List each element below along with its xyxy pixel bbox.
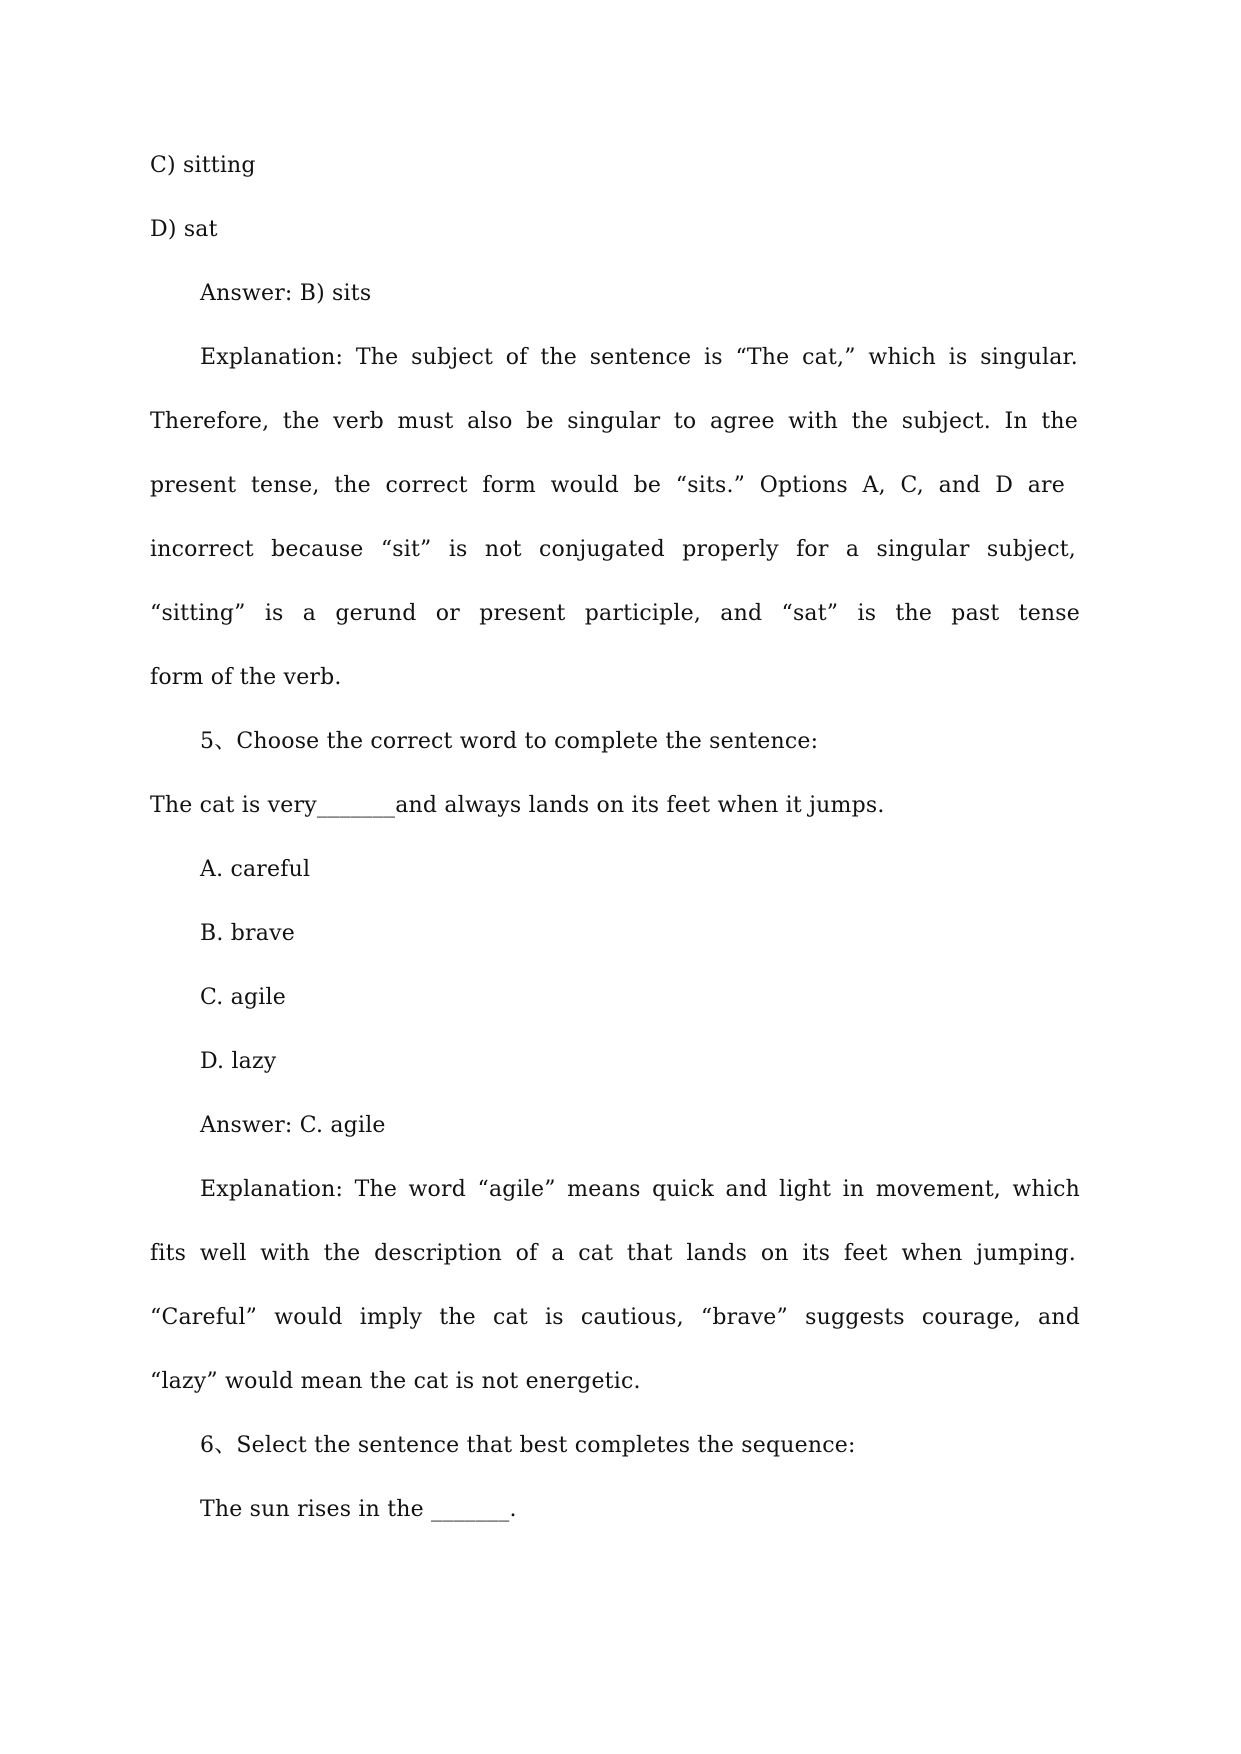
explanation-line: present tense, the correct form would be “sits.” Options A, C, and D are [150,473,1065,498]
explanation-line: “lazy” would mean the cat is not energetic. [150,1369,641,1394]
explanation-line: Explanation: The word “agile” means quick and light in movement, which [200,1177,1080,1202]
answer-previous: Answer: B) sits [200,281,372,306]
option-c-previous: C) sitting [150,153,256,178]
question-6-sentence: The sun rises in the _______. [200,1497,517,1522]
option-a: A. careful [200,857,311,882]
option-b: B. brave [200,921,295,946]
explanation-line: “sitting” is a gerund or present participle, and “sat” is the past tense [150,601,1080,626]
explanation-line: Therefore, the verb must also be singular to agree with the subject. In the [150,409,1078,434]
option-d: D. lazy [200,1049,277,1074]
answer-5: Answer: C. agile [200,1113,386,1138]
option-c: C. agile [200,985,286,1010]
option-d-previous: D) sat [150,217,218,242]
explanation-line: incorrect because “sit” is not conjugated properly for a singular subject, [150,537,1076,562]
question-5-sentence: The cat is very_______and always lands on its feet when it jumps. [150,793,885,818]
explanation-line: Explanation: The subject of the sentence is “The cat,” which is singular. [200,345,1078,370]
explanation-line: “Careful” would imply the cat is cautious, “brave” suggests courage, and [150,1305,1080,1330]
explanation-line: form of the verb. [150,665,342,690]
question-5-prompt: 5、Choose the correct word to complete the sentence: [200,729,819,754]
question-6-prompt: 6、Select the sentence that best completes the sequence: [200,1433,856,1458]
explanation-line: fits well with the description of a cat that lands on its feet when jumping. [150,1241,1076,1266]
